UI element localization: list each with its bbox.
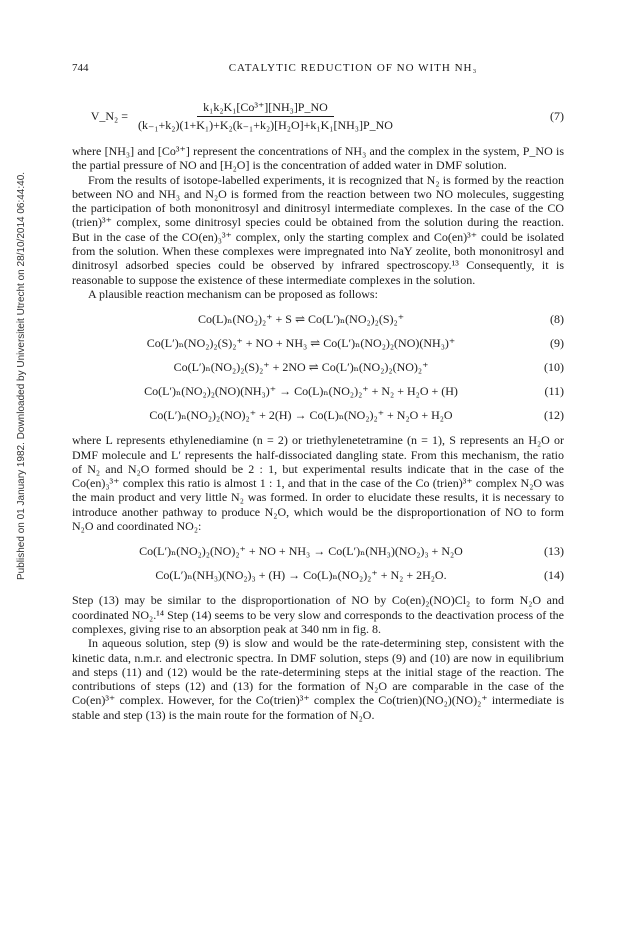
equation-7-numerator: k₁k₂K₁[Co³⁺][NH₃]P_NO <box>197 100 334 117</box>
equation-12 <box>72 405 564 425</box>
equation-number: (13) <box>544 543 564 558</box>
paragraph-step-13-14: Step (13) may be similar to the disproportionation of NO by Co(en)₂(NO)Cl₂ to form N₂O and coordinated NO₂.¹⁴ Step (14) seems to be very slow and corresponds to the deactivation process of the complexes, giving rise to an absorption peak at 340 nm in fig. 8. <box>72 593 564 636</box>
paragraph-rate-determining: In aqueous solution, step (9) is slow and would be the rate-determining step, consistent with the kinetic data, n.m.r. and electronic spectra. In DMF solution, steps (9) and (10) are now in equilibrium and steps (11) and (12) would be the rate-determining steps at the initial stage of the reaction. The contributions of steps (12) and (13) for the formation of N₂O are comparable in the case of the Co(en)³⁺ complex. However, for the Co(trien)³⁺ complex the Co(trien)(NO₂)(NO)₂⁺ intermediate is stable and step (13) is the main route for the formation of N₂O. <box>72 636 564 722</box>
equation-expression: Co(L′)ₙ(NO₂)₂(NO)(NH₃)⁺ → Co(L)ₙ(NO₂)₂⁺ + N₂ + H₂O + (H) <box>144 383 458 398</box>
equation-number: (8) <box>550 311 564 326</box>
equation-14 <box>72 565 564 585</box>
paragraph-ratio-discussion: where L represents ethylenediamine (n = 2) or triethylenetetramine (n = 1), S represents an H₂O or DMF molecule and L′ represents the half-dissociated dangling state. From this mechanism, the ratio of N₂ and N₂O formed should be 2 : 1, but experimental results indicate that in the case of the Co(en)₃³⁺ complex this ratio is almost 1 : 1, and that in the case of the Co (trien)³⁺ complex N₂O was the main product and very little N₂ was formed. In order to elucidate these results, it is necessary to introduce another pathway to produce N₂O, which would be the disproportionation of NO to form N₂O and coordinated NO₂: <box>72 433 564 534</box>
equation-number: (12) <box>544 407 564 422</box>
paragraph-definitions: where [NH₃] and [Co³⁺] represent the concentrations of NH₃ and the complex in the system, P_NO is the partial pressure of NO and [H₂O] is the concentration of added water in DMF solution. <box>72 144 564 173</box>
equation-expression: Co(L′)ₙ(NH₃)(NO₂)₃ + (H) → Co(L)ₙ(NO₂)₂⁺ + N₂ + 2H₂O. <box>155 567 447 582</box>
page-body <box>72 62 564 722</box>
equation-expression: Co(L′)ₙ(NO₂)₂(S)₂⁺ + 2NO ⇌ Co(L′)ₙ(NO₂)₂(NO)₂⁺ <box>173 359 429 374</box>
equation-7-fraction <box>134 100 397 133</box>
equation-number: (10) <box>544 359 564 374</box>
equation-11 <box>72 381 564 401</box>
equation-number: (11) <box>544 383 564 398</box>
equation-expression: Co(L′)ₙ(NO₂)₂(NO)₂⁺ + 2(H) → Co(L)ₙ(NO₂)₂⁺ + N₂O + H₂O <box>149 407 453 422</box>
disproportionation-equations <box>72 541 564 585</box>
equation-7-lhs: V_N₂ = <box>90 108 128 123</box>
equation-number: (9) <box>550 335 564 350</box>
equation-7 <box>72 92 564 140</box>
equation-8 <box>72 309 564 329</box>
equation-expression: Co(L′)ₙ(NO₂)₂(S)₂⁺ + NO + NH₃ ⇌ Co(L′)ₙ(NO₂)₂(NO)(NH₃)⁺ <box>146 335 456 350</box>
equation-7-number: (7) <box>550 108 564 123</box>
mechanism-equations <box>72 309 564 425</box>
paragraph-mechanism-intro: A plausible reaction mechanism can be proposed as follows: <box>88 286 378 301</box>
paragraph-isotope-results: From the results of isotope-labelled experiments, it is recognized that N₂ is formed by the reaction between NO and NH₃ and N₂O is formed from the reaction between two NO molecules, suggesting the participation of both mononitrosyl and dinitrosyl intermediate complexes. In the case of the CO (trien)³⁺ complex, some dinitrosyl species could be obtained from the solution during the reaction. But in the case of the CO(en)₃³⁺ complex, only the starting complex and Co(en)³⁺ could be isolated from the solution. When these complexes were impregnated into NaY zeolite, both mononitrosyl and dinitrosyl adsorbed species could be observed by infrared spectroscopy.¹³ Consequently, it is reasonable to suppose the existence of these intermediate complexes in the solution. <box>72 172 564 287</box>
equation-expression: Co(L)ₙ(NO₂)₂⁺ + S ⇌ Co(L′)ₙ(NO₂)₂(S)₂⁺ <box>197 311 405 326</box>
running-title: CATALYTIC REDUCTION OF NO WITH NH₃ <box>228 62 478 74</box>
equation-expression: Co(L′)ₙ(NO₂)₂(NO)₂⁺ + NO + NH₃ → Co(L′)ₙ(NH₃)(NO₂)₃ + N₂O <box>139 543 463 558</box>
equation-13 <box>72 541 564 561</box>
equation-number: (14) <box>544 567 564 582</box>
page-number: 744 <box>72 62 89 74</box>
download-watermark <box>4 150 27 580</box>
equation-9 <box>72 333 564 353</box>
equation-7-denominator: (k₋₁+k₂)(1+K₁)+K₂(k₋₁+k₂)[H₂O]+k₁K₁[NH₃]P_NO <box>138 117 393 132</box>
page-header <box>72 62 564 74</box>
download-watermark-text: Published on 01 January 1982. Downloaded by Universiteit Utrecht on 28/10/2014 06:44:40. <box>16 171 27 580</box>
equation-10 <box>72 357 564 377</box>
